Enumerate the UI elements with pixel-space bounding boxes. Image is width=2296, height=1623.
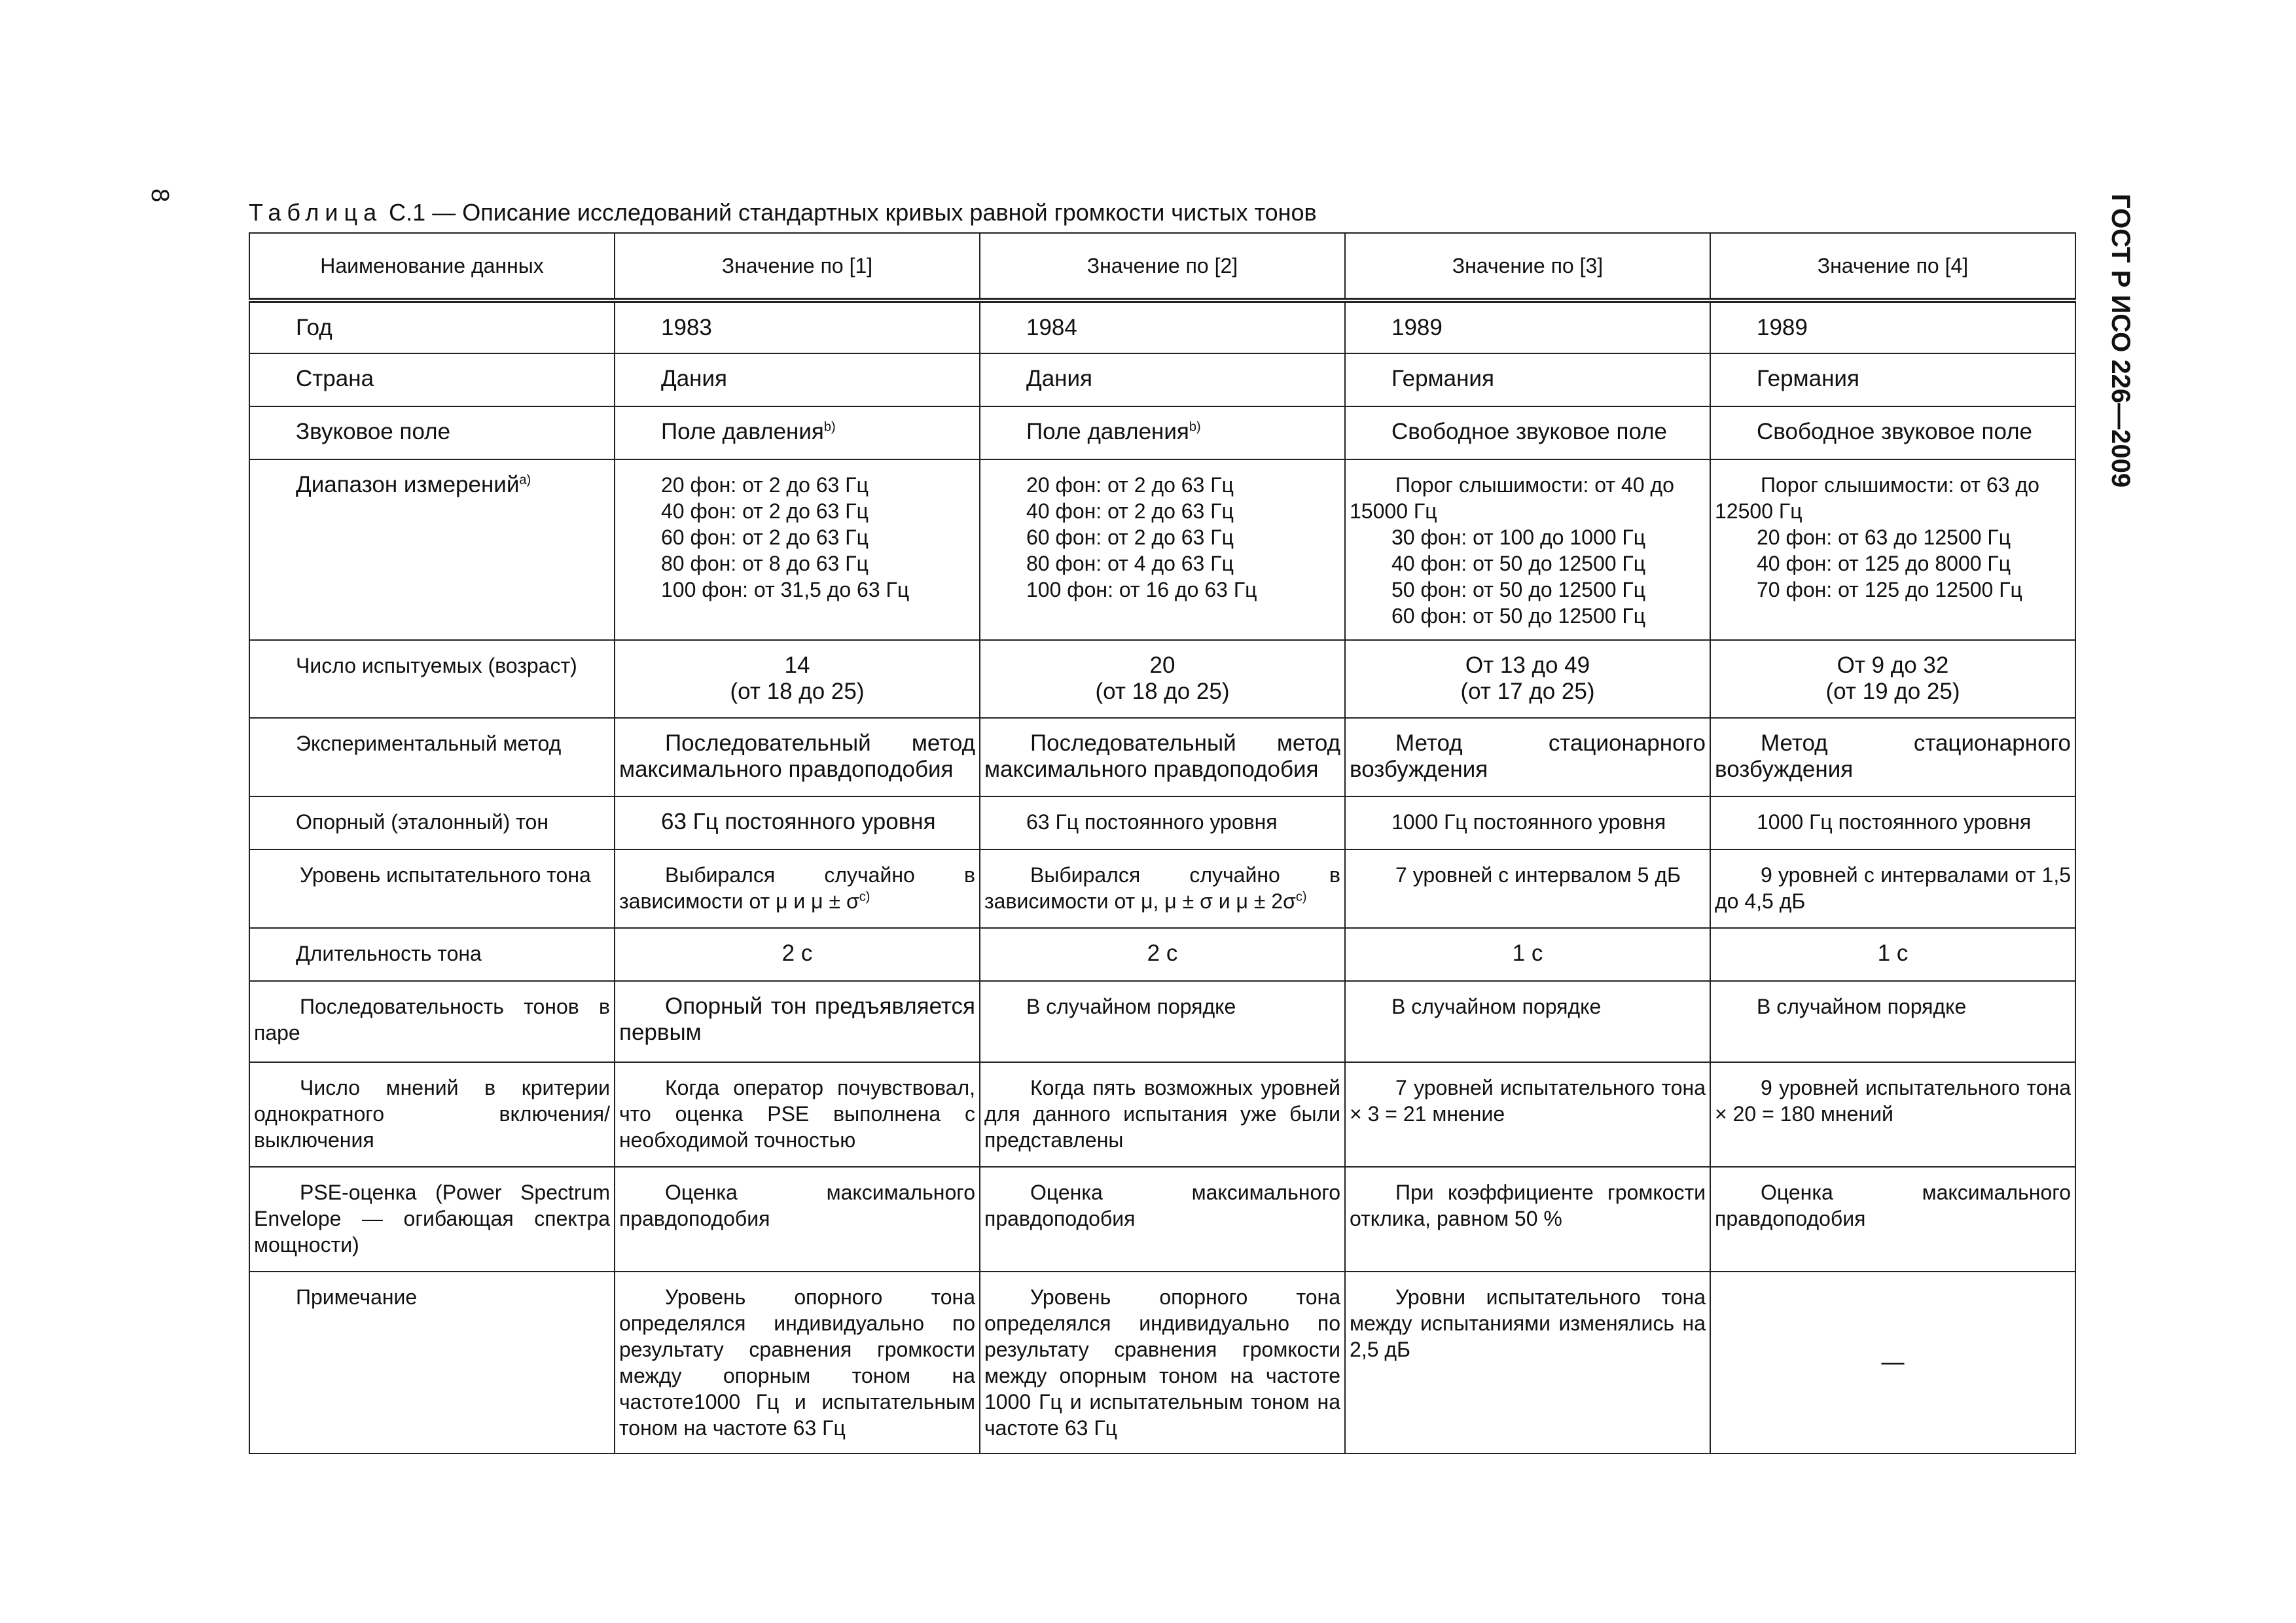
page-number: 8 <box>146 188 173 203</box>
column-header: Значение по [1] <box>615 233 980 300</box>
row-label: Звуковое поле <box>249 406 615 459</box>
table-cell: Оценка максимального правдоподобия <box>1710 1167 2075 1272</box>
table-cell: Дания <box>980 353 1345 406</box>
table-cell: Свободное звуковое поле <box>1710 406 2075 459</box>
column-header: Значение по [2] <box>980 233 1345 300</box>
table-cell: Последовательный метод максимального правдоподобия <box>615 718 980 796</box>
data-table <box>249 232 2076 1454</box>
table-cell: 20 фон: от 2 до 63 Гц 40 фон: от 2 до 63 Гц 60 фон: от 2 до 63 Гц 80 фон: от 8 до 63 Гц 100 фон: от 31,5 до 63 Гц <box>615 459 980 640</box>
table-cell: 14 (от 18 до 25) <box>615 640 980 718</box>
table-cell: Уровень опорного тона определялся индивидуально по результату сравнения громкости между опорным тоном на частоте 1000 Гц и испытательным тоном на частоте 63 Гц <box>980 1272 1345 1454</box>
table-caption-label: Таблица <box>249 199 383 226</box>
table-caption-text: С.1 — Описание исследований стандартных кривых равной громкости чистых тонов <box>389 199 1317 226</box>
table-cell: Метод стационарного возбуждения <box>1345 718 1710 796</box>
table-cell: 20 (от 18 до 25) <box>980 640 1345 718</box>
row-label: Число мнений в критерии однократного включения/выключения <box>249 1062 615 1167</box>
table-row <box>249 406 2075 459</box>
table-cell: Когда пять возможных уровней для данного испытания уже были представлены <box>980 1062 1345 1167</box>
table-cell: Германия <box>1710 353 2075 406</box>
table-cell: 2 с <box>615 928 980 981</box>
row-label: Год <box>249 300 615 353</box>
column-header: Значение по [3] <box>1345 233 1710 300</box>
table-cell: Когда оператор почувствовал, что оценка PSE выполнена с необходимой точностью <box>615 1062 980 1167</box>
table-cell: Уровень опорного тона определялся индивидуально по результату сравнения громкости между опорным тоном на частоте1000 Гц и испытательным тоном на частоте 63 Гц <box>615 1272 980 1454</box>
table-cell: 20 фон: от 2 до 63 Гц 40 фон: от 2 до 63 Гц 60 фон: от 2 до 63 Гц 80 фон: от 4 до 63 Гц 100 фон: от 16 до 63 Гц <box>980 459 1345 640</box>
table-cell: 7 уровней испытательного тона × 3 = 21 мнение <box>1345 1062 1710 1167</box>
table-cell: В случайном порядке <box>1710 981 2075 1062</box>
table-cell: 2 с <box>980 928 1345 981</box>
column-header: Значение по [4] <box>1710 233 2075 300</box>
table-row <box>249 849 2075 928</box>
table-cell: Оценка максимального правдоподобия <box>615 1167 980 1272</box>
row-label: Диапазон измерений$^{a)}$ <box>249 459 615 640</box>
table-cell: В случайном порядке <box>1345 981 1710 1062</box>
table-header-row <box>249 233 2075 300</box>
table-cell: От 13 до 49 (от 17 до 25) <box>1345 640 1710 718</box>
table-row <box>249 1272 2075 1454</box>
table-cell: 63 Гц постоянного уровня <box>980 796 1345 849</box>
table-caption <box>249 196 1317 229</box>
table-cell: Последовательный метод максимального правдоподобия <box>980 718 1345 796</box>
row-label: Экспериментальный метод <box>249 718 615 796</box>
table-cell: 1989 <box>1345 300 1710 353</box>
row-label: Примечание <box>249 1272 615 1454</box>
table-cell: Порог слышимости: от 40 до 15000 Гц 30 фон: от 100 до 1000 Гц 40 фон: от 50 до 12500 Гц 50 фон: от 50 до 12500 Гц 60 фон: от 50 до 12500 Гц <box>1345 459 1710 640</box>
row-label: Уровень испытательного тона <box>249 849 615 928</box>
table-cell: Германия <box>1345 353 1710 406</box>
table-cell: От 9 до 32 (от 19 до 25) <box>1710 640 2075 718</box>
table-cell: Поле давления$^{b)}$ <box>980 406 1345 459</box>
table-row <box>249 640 2075 718</box>
row-label: Последовательность тонов в паре <box>249 981 615 1062</box>
row-label: PSE-оценка (Power Spectrum Envelope — огибающая спектра мощности) <box>249 1167 615 1272</box>
table-row <box>249 796 2075 849</box>
table-cell: 1000 Гц постоянного уровня <box>1710 796 2075 849</box>
table-cell: 1989 <box>1710 300 2075 353</box>
table-cell: При коэффициенте громкости отклика, равном 50 % <box>1345 1167 1710 1272</box>
table-cell: Опорный тон предъявляется первым <box>615 981 980 1062</box>
table-cell: В случайном порядке <box>980 981 1345 1062</box>
row-label: Число испытуемых (возраст) <box>249 640 615 718</box>
table-cell: Оценка максимального правдоподобия <box>980 1167 1345 1272</box>
table-row <box>249 981 2075 1062</box>
table-cell: 1983 <box>615 300 980 353</box>
table-cell: Выбирался случайно в зависимости от μ, μ ± σ и $\mu \pm 2\sigma^{c)}$ <box>980 849 1345 928</box>
table-cell: Метод стационарного возбуждения <box>1710 718 2075 796</box>
row-label: Страна <box>249 353 615 406</box>
table-cell: 9 уровней испытательного тона × 20 = 180 мнений <box>1710 1062 2075 1167</box>
table-cell: 9 уровней с интервалами от 1,5 до 4,5 дБ <box>1710 849 2075 928</box>
table-row <box>249 300 2075 353</box>
table-cell: 1984 <box>980 300 1345 353</box>
table-row <box>249 1062 2075 1167</box>
table-cell: 1 с <box>1710 928 2075 981</box>
table-row <box>249 1167 2075 1272</box>
table-cell: Выбирался случайно в зависимости от μ и $\mu \pm \sigma^{c)}$ <box>615 849 980 928</box>
table-cell: 63 Гц постоянного уровня <box>615 796 980 849</box>
table-cell: Дания <box>615 353 980 406</box>
table-cell: Свободное звуковое поле <box>1345 406 1710 459</box>
table-cell: Поле давления$^{b)}$ <box>615 406 980 459</box>
table-cell: 7 уровней с интервалом 5 дБ <box>1345 849 1710 928</box>
table-cell: — <box>1710 1272 2075 1454</box>
table-cell: 1000 Гц постоянного уровня <box>1345 796 1710 849</box>
table-cell: Уровни испытательного тона между испытаниями изменялись на 2,5 дБ <box>1345 1272 1710 1454</box>
table-row <box>249 718 2075 796</box>
table-row <box>249 928 2075 981</box>
table-cell: Порог слышимости: от 63 до 12500 Гц 20 фон: от 63 до 12500 Гц 40 фон: от 125 до 8000 Гц 70 фон: от 125 до 12500 Гц <box>1710 459 2075 640</box>
row-label: Опорный (эталонный) тон <box>249 796 615 849</box>
table-row <box>249 353 2075 406</box>
table-cell: 1 с <box>1345 928 1710 981</box>
column-header: Наименование данных <box>249 233 615 300</box>
document-code: ГОСТ Р ИСО 226—2009 <box>2106 194 2135 488</box>
table-row <box>249 459 2075 640</box>
row-label: Длительность тона <box>249 928 615 981</box>
